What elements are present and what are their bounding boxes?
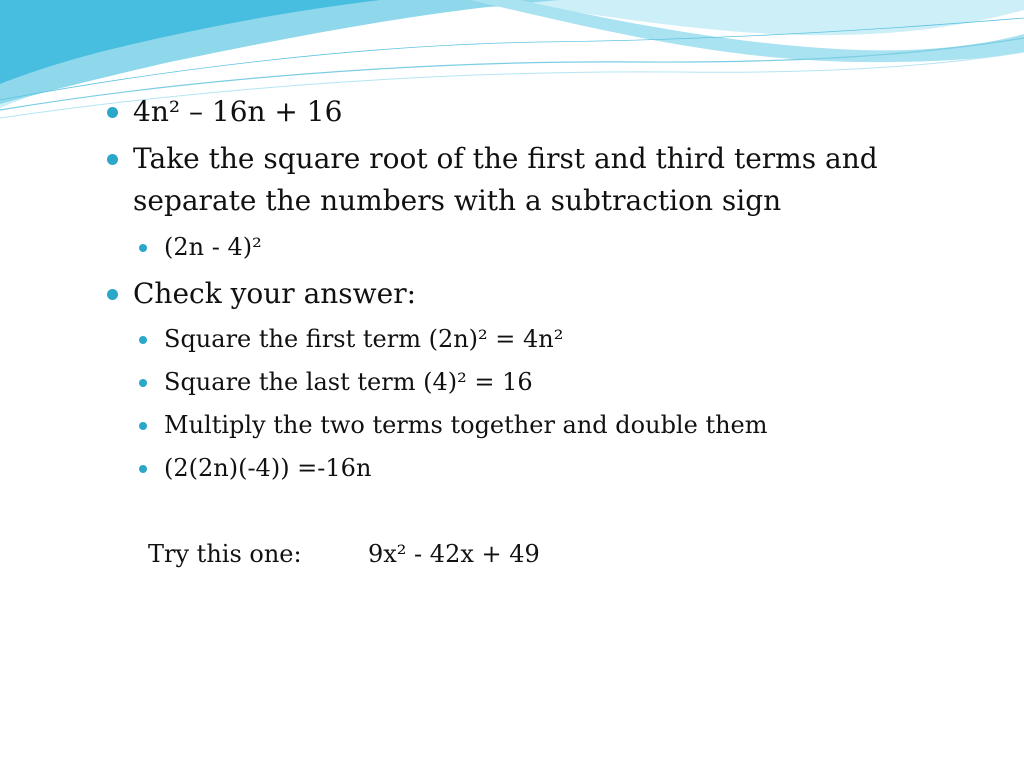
sub-bullet-text: (2n - 4)²: [164, 233, 262, 261]
sub-bullet-text: Square the first term (2n)² = 4n²: [164, 325, 564, 353]
bullet-text: Check your answer:: [133, 277, 417, 310]
sub-bullet-icon: [139, 244, 147, 252]
bullet-text: 4n² – 16n + 16: [133, 95, 343, 128]
bullet-icon: [107, 289, 118, 300]
bullet-text: Take the square root of the first and third terms and: [133, 142, 878, 175]
sub-bullet-text: Square the last term (4)² = 16: [164, 368, 533, 396]
sub-bullet-icon: [139, 465, 147, 473]
try-expression: 9x² - 42x + 49: [368, 540, 540, 568]
sub-bullet-icon: [139, 379, 147, 387]
bullet-icon: [107, 154, 118, 165]
sub-bullet-text: Multiply the two terms together and double them: [164, 411, 768, 439]
bullet-icon: [107, 107, 118, 118]
try-label: Try this one:: [148, 540, 302, 568]
sub-bullet-text: (2(2n)(-4)) =-16n: [164, 454, 372, 482]
bullet-text-continuation: separate the numbers with a subtraction sign: [133, 184, 782, 217]
sub-bullet-icon: [139, 422, 147, 430]
sub-bullet-icon: [139, 336, 147, 344]
